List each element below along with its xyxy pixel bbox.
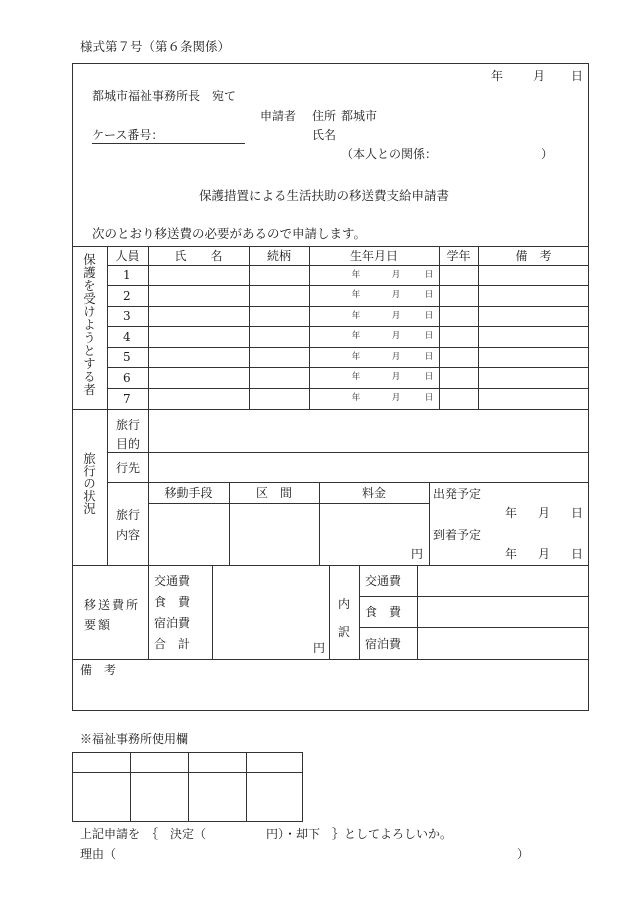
birth-month-label: 月 bbox=[391, 269, 401, 280]
persons-side-label: 保護を受けようとする者 bbox=[81, 253, 97, 396]
cost-item-food: 食 費 bbox=[154, 595, 191, 609]
recipient: 都城市福祉事務所長 宛て bbox=[92, 89, 237, 103]
birth-year-label: 年 bbox=[351, 372, 361, 383]
birth-year-label: 年 bbox=[351, 310, 361, 321]
person-row-number: 4 bbox=[123, 329, 131, 344]
form-title: 保護措置による生活扶助の移送費支給申請書 bbox=[199, 188, 450, 203]
travel-purpose-label: 旅行目的 bbox=[116, 418, 141, 451]
col-header-relation: 続柄 bbox=[266, 248, 291, 263]
form-frame bbox=[72, 63, 589, 711]
intro-text: 次のとおり移送費の必要があるので申請します。 bbox=[92, 226, 367, 241]
reason-label: 理由（ bbox=[80, 847, 117, 861]
birth-day-label: 日 bbox=[424, 351, 434, 362]
person-row-number: 2 bbox=[123, 288, 131, 303]
birth-day-label: 日 bbox=[424, 393, 434, 404]
person-row-number: 1 bbox=[123, 268, 131, 282]
birth-day-label: 日 bbox=[424, 269, 434, 280]
arrive-day: 日 bbox=[571, 547, 584, 561]
person-row-number: 7 bbox=[123, 391, 131, 406]
birth-year-label: 年 bbox=[351, 269, 361, 280]
case-number[interactable] bbox=[92, 129, 245, 144]
col-header-birthdate: 生年月日 bbox=[349, 248, 398, 263]
relation-close: ） bbox=[541, 147, 554, 161]
birth-month-label: 月 bbox=[391, 310, 401, 321]
office-use-title: ※福祉事務所使用欄 bbox=[80, 732, 189, 746]
col-header-remarks: 備 考 bbox=[515, 248, 552, 263]
depart-day: 日 bbox=[571, 506, 584, 520]
travel-side-label: 旅行の状況 bbox=[81, 452, 97, 515]
case-number-label: ケース番号： bbox=[92, 128, 164, 142]
depart-month: 月 bbox=[538, 506, 551, 520]
depart-label: 出発予定 bbox=[433, 487, 482, 501]
arrive-month: 月 bbox=[538, 547, 551, 561]
birth-day-label: 日 bbox=[424, 372, 434, 383]
breakdown-food: 食 費 bbox=[365, 605, 402, 619]
birth-month-label: 月 bbox=[391, 393, 401, 404]
address-value[interactable]: 都城市 bbox=[341, 109, 378, 123]
col-header-count: 人員 bbox=[115, 248, 140, 263]
col-header-name: 氏 名 bbox=[174, 248, 223, 263]
person-row-number: 5 bbox=[123, 350, 131, 364]
relation-label: （本人との関係： bbox=[341, 147, 438, 161]
breakdown-lodging: 宿泊費 bbox=[365, 637, 402, 651]
travel-content-label: 旅行内容 bbox=[116, 508, 141, 542]
arrive-label: 到着予定 bbox=[433, 528, 482, 542]
date-day: 日 bbox=[571, 69, 584, 83]
reason-close: ） bbox=[517, 847, 530, 861]
cost-item-transport: 交通費 bbox=[154, 574, 191, 588]
birth-year-label: 年 bbox=[351, 290, 361, 301]
date-month: 月 bbox=[533, 69, 546, 83]
col-header-transport: 移動手段 bbox=[164, 485, 213, 500]
arrive-year: 年 bbox=[505, 547, 518, 561]
remarks-label: 備 考 bbox=[80, 663, 117, 677]
person-row-number: 3 bbox=[123, 309, 131, 323]
birth-year-label: 年 bbox=[351, 351, 361, 362]
birth-month-label: 月 bbox=[391, 351, 401, 362]
birth-day-label: 日 bbox=[424, 331, 434, 342]
breakdown-transport: 交通費 bbox=[365, 574, 402, 588]
birth-month-label: 月 bbox=[391, 331, 401, 342]
fare-yen: 円 bbox=[411, 547, 424, 561]
cost-item-lodging: 宿泊費 bbox=[154, 616, 191, 630]
name-label: 氏名 bbox=[312, 128, 337, 142]
form-id: 様式第７号（第６条関係） bbox=[80, 39, 231, 54]
decision-text: 上記申請を ｛ 決定（ 円）・却下 ｝としてよろしいか。 bbox=[80, 827, 453, 841]
address-label: 住所 bbox=[312, 109, 337, 123]
col-header-section: 区 間 bbox=[255, 485, 292, 500]
breakdown-label: 内訳 bbox=[338, 597, 351, 639]
date-year: 年 bbox=[491, 69, 504, 83]
col-header-fare: 料金 bbox=[361, 485, 386, 500]
birth-month-label: 月 bbox=[391, 372, 401, 383]
birth-month-label: 月 bbox=[391, 290, 401, 301]
depart-year: 年 bbox=[505, 506, 518, 520]
person-row-number: 6 bbox=[123, 370, 131, 385]
travel-destination-label: 行先 bbox=[116, 461, 141, 475]
applicant-label: 申請者 bbox=[260, 109, 297, 123]
col-header-grade: 学年 bbox=[446, 248, 471, 263]
birth-day-label: 日 bbox=[424, 310, 434, 321]
birth-year-label: 年 bbox=[351, 331, 361, 342]
birth-year-label: 年 bbox=[351, 393, 361, 404]
cost-yen: 円 bbox=[313, 641, 326, 655]
birth-day-label: 日 bbox=[424, 290, 434, 301]
cost-item-total: 合 計 bbox=[154, 637, 191, 651]
cost-label: 移送費所要額 bbox=[84, 598, 141, 632]
